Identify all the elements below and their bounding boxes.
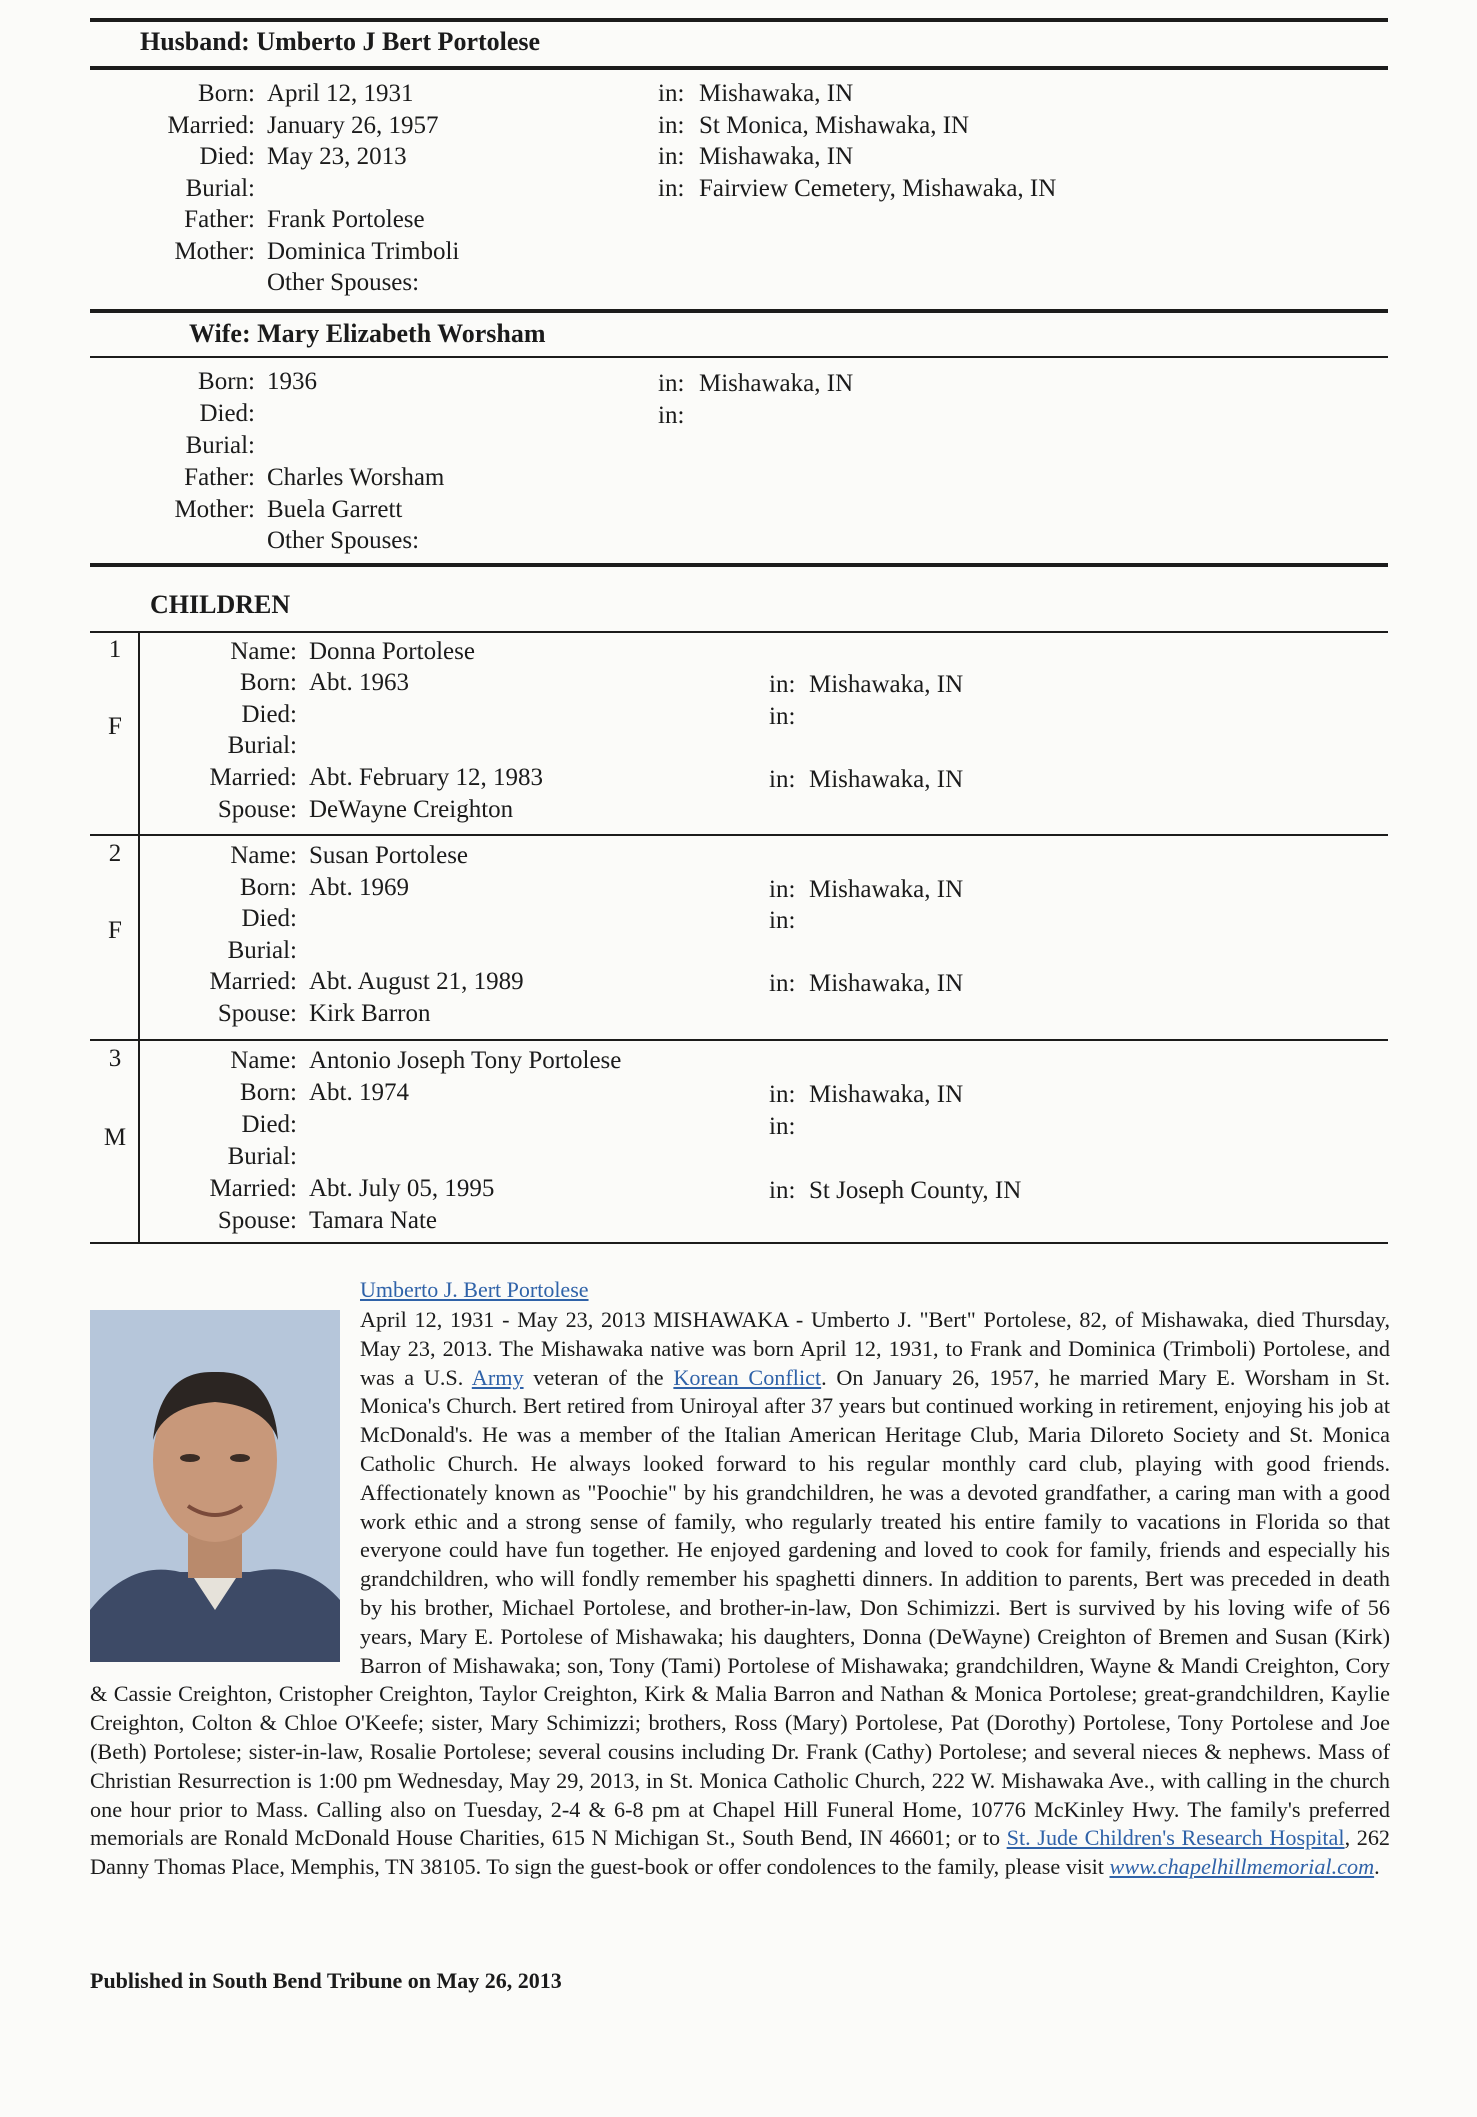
husband-born-in-label: in: bbox=[658, 80, 685, 107]
obituary-part-5: . bbox=[1374, 1854, 1380, 1880]
child-3-died-label: Died: bbox=[241, 1111, 297, 1138]
child-2-name: Susan Portolese bbox=[309, 842, 469, 869]
child-2-rule bbox=[90, 1039, 1388, 1041]
wife-mother-value: Buela Garrett bbox=[267, 496, 403, 523]
army-link[interactable]: Army bbox=[471, 1364, 524, 1390]
child-3-name: Antonio Joseph Tony Portolese bbox=[309, 1047, 622, 1074]
child-1-spouse-label: Spouse: bbox=[217, 796, 297, 823]
husband-father-value: Frank Portolese bbox=[267, 206, 425, 233]
husband-died-value: May 23, 2013 bbox=[267, 143, 407, 170]
child-3-married-in-label: in: bbox=[769, 1177, 796, 1204]
obituary-title-link[interactable]: Umberto J. Bert Portolese bbox=[360, 1277, 589, 1302]
wife-rule bbox=[90, 356, 1388, 358]
wife-born-label: Born: bbox=[198, 368, 255, 395]
husband-married-value: January 26, 1957 bbox=[267, 112, 439, 139]
child-3-sex: M bbox=[103, 1124, 127, 1151]
child-1-born-value: Abt. 1963 bbox=[309, 669, 409, 696]
photo-spacer bbox=[90, 1306, 360, 1664]
wife-burial-label: Burial: bbox=[185, 432, 255, 459]
child-3-spouse: Tamara Nate bbox=[309, 1207, 438, 1234]
published-note: Published in South Bend Tribune on May 26, 2013 bbox=[90, 1968, 562, 1993]
child-3-married-place: St Joseph County, IN bbox=[809, 1177, 1022, 1204]
wife-born-in-label: in: bbox=[658, 370, 685, 397]
husband-died-in-label: in: bbox=[658, 143, 685, 170]
child-1-sex: F bbox=[108, 713, 122, 740]
child-1-born-in-label: in: bbox=[769, 671, 796, 698]
child-1-rule bbox=[90, 834, 1388, 836]
obituary-part-1: April 12, 1931 - May 23, 2013 MISHAWAKA - Umberto J. "Bert" Portolese, 82, of Mishawaka, died Thursday, May 23, 2013. The Mishawaka native was born April 12, 1931, to Frank and Dominica (Trimboli) Portolese, and was a U.S. bbox=[360, 1307, 1390, 1390]
child-1-married-in-label: in: bbox=[769, 766, 796, 793]
wife-born-value: 1936 bbox=[267, 368, 317, 395]
child-1-died-label: Died: bbox=[241, 701, 297, 728]
child-1-burial-label: Burial: bbox=[227, 732, 297, 759]
obituary-part-2: veteran of the bbox=[533, 1364, 664, 1390]
child-2-sex: F bbox=[108, 917, 122, 944]
child-3-born-label: Born: bbox=[240, 1079, 297, 1106]
child-2-died-label: Died: bbox=[241, 905, 297, 932]
child-2-married-place: Mishawaka, IN bbox=[809, 970, 964, 997]
child-3-spouse-label: Spouse: bbox=[217, 1207, 297, 1234]
husband-father-label: Father: bbox=[184, 206, 255, 233]
wife-born-place: Mishawaka, IN bbox=[699, 370, 854, 397]
wife-mother-label: Mother: bbox=[174, 496, 255, 523]
child-1-died-in-label: in: bbox=[769, 703, 796, 730]
husband-mother-value: Dominica Trimboli bbox=[267, 238, 460, 265]
wife-father-label: Father: bbox=[184, 464, 255, 491]
child-2-born-value: Abt. 1969 bbox=[309, 874, 409, 901]
korean-conflict-link[interactable]: Korean Conflict bbox=[673, 1364, 822, 1390]
husband-burial-in-label: in: bbox=[658, 175, 685, 202]
child-1-married-place: Mishawaka, IN bbox=[809, 766, 964, 793]
child-1-number: 1 bbox=[108, 636, 122, 663]
husband-died-place: Mishawaka, IN bbox=[699, 143, 854, 170]
top-rule bbox=[90, 18, 1388, 22]
child-2-spouse: Kirk Barron bbox=[309, 1000, 431, 1027]
child-1-married-value: Abt. February 12, 1983 bbox=[309, 764, 543, 791]
husband-born-label: Born: bbox=[198, 80, 255, 107]
husband-married-label: Married: bbox=[167, 112, 255, 139]
wife-top-rule bbox=[90, 309, 1388, 313]
child-1-name-label: Name: bbox=[230, 638, 297, 665]
wife-died-in-label: in: bbox=[658, 402, 685, 429]
husband-burial-place: Fairview Cemetery, Mishawaka, IN bbox=[699, 175, 1057, 202]
child-1-born-label: Born: bbox=[240, 669, 297, 696]
children-heading: CHILDREN bbox=[150, 590, 291, 619]
child-1-spouse: DeWayne Creighton bbox=[309, 796, 514, 823]
wife-father-value: Charles Worsham bbox=[267, 464, 445, 491]
husband-other-spouses: Other Spouses: bbox=[267, 269, 420, 296]
child-1-born-place: Mishawaka, IN bbox=[809, 671, 964, 698]
child-3-born-value: Abt. 1974 bbox=[309, 1079, 409, 1106]
husband-burial-label: Burial: bbox=[185, 175, 255, 202]
husband-married-place: St Monica, Mishawaka, IN bbox=[699, 112, 970, 139]
child-2-married-label: Married: bbox=[209, 968, 297, 995]
husband-died-label: Died: bbox=[199, 143, 255, 170]
child-1-name: Donna Portolese bbox=[309, 638, 475, 665]
wife-name: Mary Elizabeth Worsham bbox=[257, 319, 546, 348]
obituary-text bbox=[90, 1306, 1390, 1882]
child-3-burial-label: Burial: bbox=[227, 1143, 297, 1170]
husband-married-in-label: in: bbox=[658, 112, 685, 139]
child-2-married-value: Abt. August 21, 1989 bbox=[309, 968, 524, 995]
child-2-died-in-label: in: bbox=[769, 907, 796, 934]
child-2-number: 2 bbox=[108, 840, 122, 867]
st-jude-link[interactable]: St. Jude Children's Research Hospital bbox=[1006, 1825, 1345, 1851]
child-3-number: 3 bbox=[108, 1045, 122, 1072]
wife-other-spouses: Other Spouses: bbox=[267, 527, 420, 554]
children-heading-rule bbox=[90, 631, 1388, 633]
husband-name: Umberto J Bert Portolese bbox=[256, 27, 541, 56]
wife-heading bbox=[189, 318, 546, 350]
child-3-name-label: Name: bbox=[230, 1047, 297, 1074]
obituary-part-3: . On January 26, 1957, he married Mary E. Worsham in St. Monica's Church. Bert retired from Uniroyal after 37 years but continued working in retirement, enjoying his job at McDonald's. He was a member of the Italian American Heritage Club, Maria Diloreto Society and St. Monica Catholic Church. He always looked forward to his regular monthly card club, playing with good friends. Affectionately known as "Poochie" by his grandchildren, he was a devoted grandfather, a caring man with a good work ethic and a strong sense of family, who regularly treated his entire family to vacations in Florida so that everyone could have fun together. He enjoyed gardening and loved to cook for family, friends and especially his grandchildren, who will fondly remember his spaghetti dinners. In addition to parents, Bert was preceded in death by his brother, Michael Portolese, and brother-in-law, Don Schimizzi. Bert is survived by his loving wife of 56 years, Mary E. Portolese of Mishawaka; his daughters, Donna (DeWayne) Creighton of Bremen and Susan (Kirk) Barron of Mishawaka; son, Tony (Tami) Portolese of Mishawaka; grandchildren, Wayne & Mandi Creighton, Cory & Cassie Creighton, Cristopher Creighton, Taylor Creighton, Kirk & Malia Barron and Nathan & Monica Portolese; great-grandchildren, Kaylie Creighton, Colton & Chloe O'Keefe; sister, Mary Schimizzi; brothers, Ross (Mary) Portolese, Pat (Dorothy) Portolese, Tony Portolese and Joe (Beth) Portolese; sister-in-law, Rosalie Portolese; several cousins including Dr. Frank (Cathy) Portolese; and several nieces & nephews. Mass of Christian Resurrection is 1:00 pm Wednesday, May 29, 2013, in St. Monica Catholic Church, 222 W. Mishawaka Ave., with calling in the church one hour prior to Mass. Calling also on Tuesday, 2-4 & 6-8 pm at Chapel Hill Funeral Home, 10776 McKinley Hwy. The family's preferred memorials are Ronald McDonald House Charities, 615 N Michigan St., South Bend, IN 46601; or to bbox=[90, 1364, 1390, 1851]
husband-born-place: Mishawaka, IN bbox=[699, 80, 854, 107]
wife-died-label: Died: bbox=[199, 400, 255, 427]
husband-heading-label: Husband: bbox=[140, 27, 250, 56]
child-3-married-label: Married: bbox=[209, 1175, 297, 1202]
child-2-born-label: Born: bbox=[240, 874, 297, 901]
obituary-part-4: , 262 Danny Thomas Place, Memphis, TN 38105. To sign the guest-book or offer condolences to the family, please visit bbox=[90, 1825, 1391, 1880]
child-2-spouse-label: Spouse: bbox=[217, 1000, 297, 1027]
child-1-married-label: Married: bbox=[209, 764, 297, 791]
child-2-born-in-label: in: bbox=[769, 876, 796, 903]
wife-heading-label: Wife: bbox=[189, 319, 251, 348]
husband-rule bbox=[90, 66, 1388, 70]
husband-born-value: April 12, 1931 bbox=[267, 80, 414, 107]
children-bottom-rule bbox=[90, 1242, 1388, 1244]
child-3-died-in-label: in: bbox=[769, 1113, 796, 1140]
child-2-name-label: Name: bbox=[230, 842, 297, 869]
husband-mother-label: Mother: bbox=[174, 238, 255, 265]
child-2-born-place: Mishawaka, IN bbox=[809, 876, 964, 903]
chapel-hill-site-link[interactable]: www.chapelhillmemorial.com bbox=[1109, 1854, 1375, 1880]
child-2-burial-label: Burial: bbox=[227, 937, 297, 964]
child-3-born-place: Mishawaka, IN bbox=[809, 1081, 964, 1108]
child-2-married-in-label: in: bbox=[769, 970, 796, 997]
husband-heading bbox=[140, 26, 540, 58]
children-top-rule bbox=[90, 563, 1388, 567]
child-3-married-value: Abt. July 05, 1995 bbox=[309, 1175, 495, 1202]
child-3-born-in-label: in: bbox=[769, 1081, 796, 1108]
